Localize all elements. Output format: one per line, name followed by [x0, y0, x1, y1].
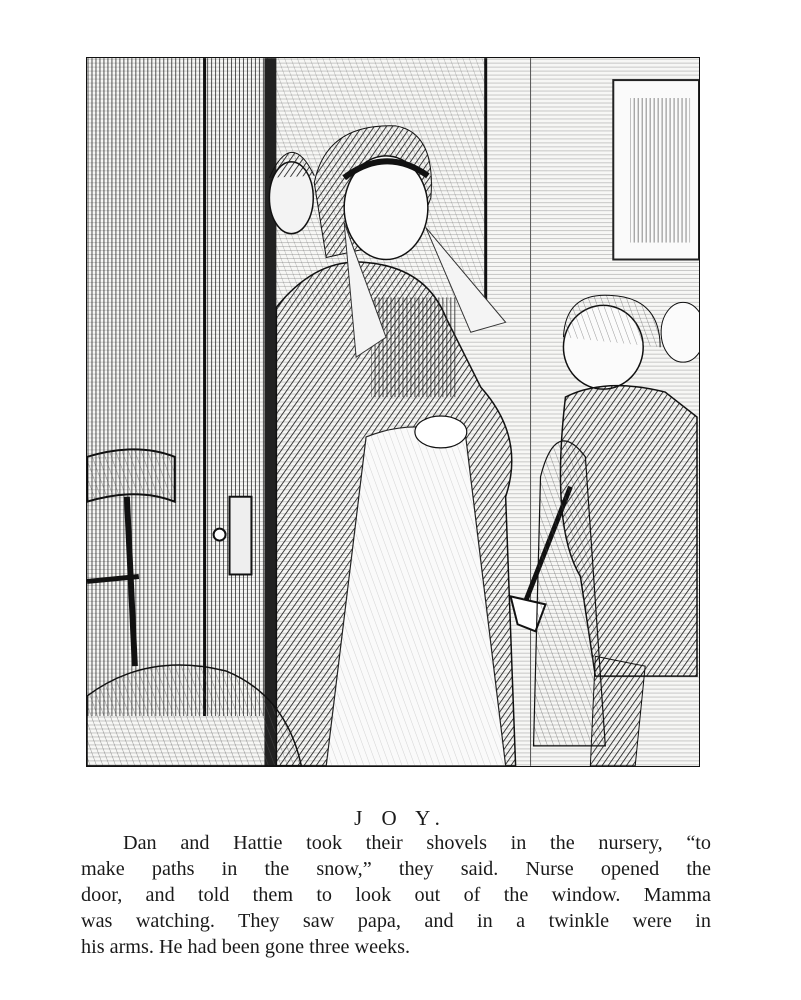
- story-line: door, and told them to look out of the window. Mamma: [81, 884, 711, 906]
- story-paragraph: [81, 830, 711, 960]
- illustration-svg: [87, 58, 699, 766]
- story-line: was watching. They saw papa, and in a twinkle were in: [81, 910, 711, 932]
- story-line: his arms. He had been gone three weeks.: [81, 936, 411, 958]
- open-door: [87, 58, 271, 716]
- story-line: make paths in the snow,” they said. Nurse opened the: [81, 858, 711, 880]
- story-title: J O Y.: [354, 806, 447, 831]
- chair: [87, 449, 175, 501]
- engraving-illustration: [86, 57, 700, 767]
- story-line: Dan and Hattie took their shovels in the nursery, “to: [123, 832, 711, 854]
